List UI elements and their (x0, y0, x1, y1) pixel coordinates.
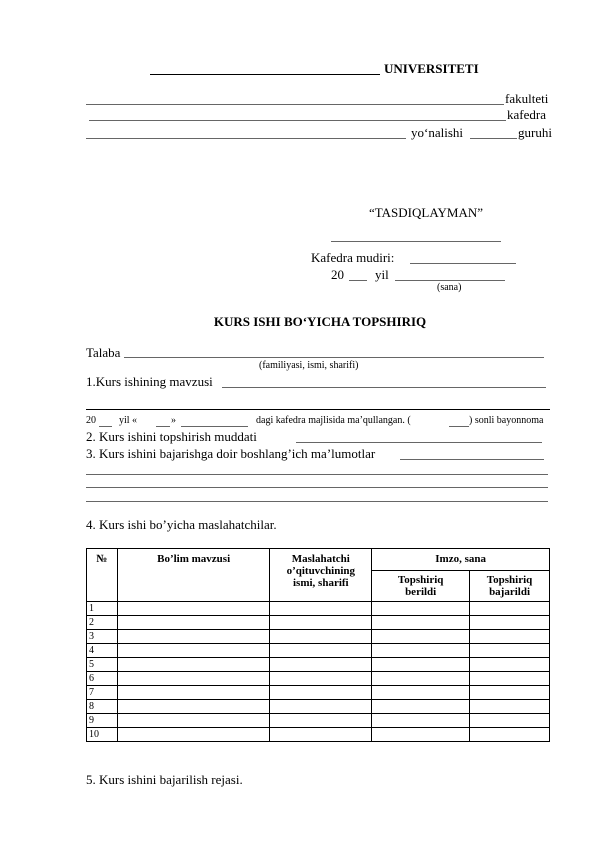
deadline-line[interactable] (296, 442, 542, 443)
row-number: 7 (87, 686, 118, 700)
direction-line[interactable] (86, 138, 406, 139)
row-number: 4 (87, 644, 118, 658)
section-cell[interactable] (117, 686, 269, 700)
col-number-header: № (87, 549, 118, 602)
table-row (87, 644, 550, 658)
advisor-cell[interactable] (270, 714, 372, 728)
done-cell[interactable] (470, 700, 550, 714)
advisor-cell[interactable] (270, 686, 372, 700)
deadline-label: 2. Kurs ishini topshirish muddati (86, 429, 257, 444)
col-section-header: Bo’lim mavzusi (117, 549, 269, 602)
given-cell[interactable] (372, 672, 470, 686)
table-row (87, 672, 550, 686)
row-number: 9 (87, 714, 118, 728)
head-name-line[interactable] (410, 263, 516, 264)
done-cell[interactable] (470, 686, 550, 700)
initial-data-line-4[interactable] (86, 501, 548, 502)
initial-data-line-1[interactable] (400, 459, 544, 460)
given-cell[interactable] (372, 616, 470, 630)
table-row (87, 602, 550, 616)
advisor-cell[interactable] (270, 658, 372, 672)
advisor-cell[interactable] (270, 644, 372, 658)
initial-data-line-3[interactable] (86, 487, 548, 488)
meeting-text: dagi kafedra majlisida ma’qullangan. ( (256, 415, 411, 426)
row-number: 5 (87, 658, 118, 672)
group-line[interactable] (470, 138, 517, 139)
approval-title: “TASDIQLAYMAN” (369, 205, 484, 220)
advisor-cell[interactable] (270, 602, 372, 616)
given-cell[interactable] (372, 714, 470, 728)
section-cell[interactable] (117, 658, 269, 672)
advisor-cell[interactable] (270, 616, 372, 630)
approval-year-line[interactable] (349, 280, 367, 281)
given-cell[interactable] (372, 728, 470, 742)
section-cell[interactable] (117, 644, 269, 658)
date-caption: (sana) (437, 282, 462, 293)
given-cell[interactable] (372, 686, 470, 700)
topic-label: 1.Kurs ishining mavzusi (86, 374, 213, 389)
document-title: KURS ISHI BO‘YICHA TOPSHIRIQ (213, 314, 427, 329)
col-given-header: Topshiriq berildi (372, 571, 470, 602)
row-number: 3 (87, 630, 118, 644)
row-number: 10 (87, 728, 118, 742)
col-signature-header: Imzo, sana (372, 549, 550, 571)
initial-data-label: 3. Kurs ishini bajarishga doir boshlang’ich ma’lumotlar (86, 446, 376, 461)
section-cell[interactable] (117, 714, 269, 728)
advisor-cell[interactable] (270, 630, 372, 644)
approval-date-prefix: 20 (331, 267, 344, 282)
plan-label: 5. Kurs ishini bajarilish rejasi. (86, 772, 243, 787)
department-label: kafedra (507, 107, 546, 122)
row-number: 8 (87, 700, 118, 714)
advisor-cell[interactable] (270, 672, 372, 686)
topic-line-1[interactable] (222, 387, 546, 388)
row-number: 2 (87, 616, 118, 630)
table-row (87, 686, 550, 700)
section-cell[interactable] (117, 672, 269, 686)
table-row (87, 658, 550, 672)
done-cell[interactable] (470, 672, 550, 686)
university-name-line[interactable] (150, 74, 380, 75)
head-label: Kafedra mudiri: (311, 250, 395, 265)
table-row (87, 714, 550, 728)
given-cell[interactable] (372, 644, 470, 658)
section-cell[interactable] (117, 728, 269, 742)
approval-signature-line[interactable] (331, 241, 501, 242)
topic-line-2[interactable] (86, 409, 550, 410)
table-row (87, 728, 550, 742)
table-row (87, 630, 550, 644)
row-number: 1 (87, 602, 118, 616)
student-label: Talaba (86, 345, 121, 360)
approval-date-line[interactable] (395, 280, 505, 281)
col-advisor-header: Maslahatchi o’qituvchining ismi, sharifi (270, 549, 372, 602)
given-cell[interactable] (372, 602, 470, 616)
table-row (87, 700, 550, 714)
advisors-label: 4. Kurs ishi bo’yicha maslahatchilar. (86, 517, 277, 532)
university-label: UNIVERSITETI (384, 61, 479, 76)
faculty-line[interactable] (86, 104, 504, 105)
done-cell[interactable] (470, 644, 550, 658)
direction-label: yo‘nalishi (411, 125, 463, 140)
meeting-month-line[interactable] (181, 426, 248, 427)
faculty-label: fakulteti (505, 91, 549, 106)
advisors-table (86, 548, 550, 742)
done-cell[interactable] (470, 630, 550, 644)
meeting-year-line[interactable] (99, 426, 112, 427)
meeting-prefix: 20 (86, 415, 96, 426)
protocol-number-line[interactable] (449, 426, 469, 427)
meeting-year: yil « (119, 415, 138, 426)
section-cell[interactable] (117, 700, 269, 714)
meeting-suffix: ) sonli bayonnoma (469, 415, 544, 426)
done-cell[interactable] (470, 714, 550, 728)
given-cell[interactable] (372, 700, 470, 714)
done-cell[interactable] (470, 602, 550, 616)
col-done-header: Topshiriq bajarildi (470, 571, 550, 602)
advisor-cell[interactable] (270, 700, 372, 714)
row-number: 6 (87, 672, 118, 686)
approval-year-word: yil (375, 267, 389, 282)
student-caption: (familiyasi, ismi, sharifi) (259, 360, 359, 371)
department-line[interactable] (89, 120, 506, 121)
section-cell[interactable] (117, 630, 269, 644)
table-row (87, 616, 550, 630)
advisor-cell[interactable] (270, 728, 372, 742)
done-cell[interactable] (470, 658, 550, 672)
group-label: guruhi (518, 125, 552, 140)
section-cell[interactable] (117, 602, 269, 616)
section-cell[interactable] (117, 616, 269, 630)
given-cell[interactable] (372, 630, 470, 644)
initial-data-line-2[interactable] (86, 474, 548, 475)
done-cell[interactable] (470, 616, 550, 630)
given-cell[interactable] (372, 658, 470, 672)
meeting-day-line[interactable] (156, 426, 170, 427)
student-name-line[interactable] (124, 357, 544, 358)
meeting-quote-close: » (171, 415, 176, 426)
done-cell[interactable] (470, 728, 550, 742)
